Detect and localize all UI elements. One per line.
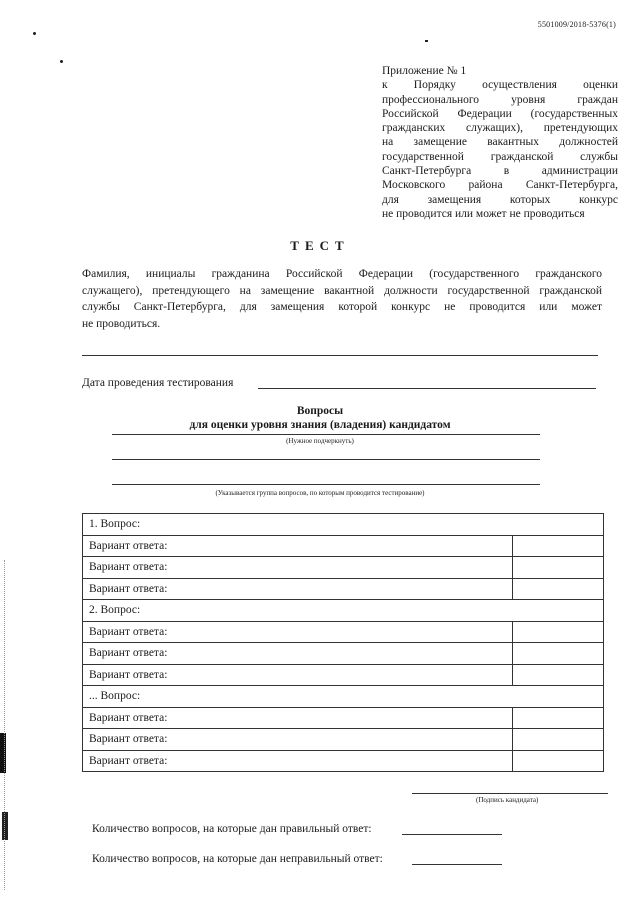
answer-mark-cell[interactable] <box>513 750 604 772</box>
answer-row <box>83 750 604 772</box>
appendix-line: не проводится или может не проводиться <box>382 207 585 220</box>
questions-heading-line2: для оценки уровня знания (владения) кандидатом <box>189 419 451 431</box>
appendix-line: к Порядку осуществления оценки <box>382 79 618 92</box>
scan-speck <box>33 32 36 35</box>
intro-line: не проводиться. <box>82 318 161 331</box>
question-row <box>83 514 604 536</box>
answer-label: Вариант ответа: <box>83 621 513 643</box>
intro-paragraph <box>82 266 602 333</box>
appendix-line: государственной гражданской службы <box>382 150 618 163</box>
answer-mark-cell[interactable] <box>513 664 604 686</box>
questions-table <box>82 513 604 772</box>
question-group-note: (Указывается группа вопросов, по которым проводится тестирование) <box>215 489 425 497</box>
answer-label: Вариант ответа: <box>83 643 513 665</box>
correct-count-label: Количество вопросов, на которые дан правильный ответ: <box>92 823 372 835</box>
answer-label: Вариант ответа: <box>83 729 513 751</box>
answer-label: Вариант ответа: <box>83 664 513 686</box>
scan-edge-dots <box>4 560 6 890</box>
question-row <box>83 686 604 708</box>
answer-row <box>83 729 604 751</box>
answer-mark-cell[interactable] <box>513 535 604 557</box>
answer-label: Вариант ответа: <box>83 707 513 729</box>
answer-row <box>83 578 604 600</box>
appendix-line: профессионального уровня граждан <box>382 93 618 106</box>
appendix-line: Московского района Санкт-Петербурга, <box>382 179 618 192</box>
appendix-line: Российской Федерации (государственных <box>382 107 618 120</box>
questions-heading <box>0 404 640 432</box>
page-title: ТЕСТ <box>290 238 350 253</box>
answer-row <box>83 535 604 557</box>
answer-row <box>83 557 604 579</box>
answer-label: Вариант ответа: <box>83 535 513 557</box>
date-label: Дата проведения тестирования <box>82 377 234 389</box>
underline-note: (Нужное подчеркнуть) <box>286 437 354 445</box>
document-number: 5501009/2018-5376(1) <box>537 20 616 29</box>
appendix-block <box>382 64 618 221</box>
answer-mark-cell[interactable] <box>513 643 604 665</box>
question-label: 1. Вопрос: <box>83 514 604 536</box>
question-label: ... Вопрос: <box>83 686 604 708</box>
answer-row <box>83 664 604 686</box>
appendix-line: на замещение вакантных должностей <box>382 136 618 149</box>
incorrect-count-input-line[interactable] <box>412 864 502 865</box>
date-input-line[interactable] <box>258 388 596 389</box>
signature-note: (Подпись кандидата) <box>476 796 539 804</box>
answer-mark-cell[interactable] <box>513 578 604 600</box>
answer-mark-cell[interactable] <box>513 557 604 579</box>
scan-speck <box>60 60 63 63</box>
correct-count-input-line[interactable] <box>402 834 502 835</box>
intro-line: Фамилия, инициалы гражданина Российской Федерации (государственного гражданского <box>82 268 602 280</box>
answer-mark-cell[interactable] <box>513 729 604 751</box>
appendix-line: гражданских служащих), претендующих <box>382 122 618 135</box>
question-group-line[interactable] <box>112 484 540 485</box>
answer-label: Вариант ответа: <box>83 557 513 579</box>
question-row <box>83 600 604 622</box>
incorrect-count-label: Количество вопросов, на которые дан неправильный ответ: <box>92 853 383 865</box>
scan-speck <box>425 40 428 42</box>
answer-row <box>83 707 604 729</box>
signature-line[interactable] <box>412 793 608 794</box>
appendix-line: Приложение № 1 <box>382 65 467 77</box>
knowledge-area-line[interactable] <box>112 434 540 435</box>
answer-row <box>83 643 604 665</box>
answer-mark-cell[interactable] <box>513 621 604 643</box>
appendix-line: Санкт-Петербурга в администрации <box>382 165 618 178</box>
intro-line: служащего), претендующего на замещение вакантной должности государственной гражданской <box>82 284 602 297</box>
question-group-line[interactable] <box>112 459 540 460</box>
answer-label: Вариант ответа: <box>83 578 513 600</box>
answer-row <box>83 621 604 643</box>
questions-heading-line1: Вопросы <box>296 405 344 417</box>
name-input-line[interactable] <box>82 355 598 356</box>
answer-mark-cell[interactable] <box>513 707 604 729</box>
intro-line: службы Санкт-Петербурга, для замещения которой конкурс не проводится или может <box>82 301 602 314</box>
appendix-line: для замещения которых конкурс <box>382 193 618 206</box>
answer-label: Вариант ответа: <box>83 750 513 772</box>
question-label: 2. Вопрос: <box>83 600 604 622</box>
